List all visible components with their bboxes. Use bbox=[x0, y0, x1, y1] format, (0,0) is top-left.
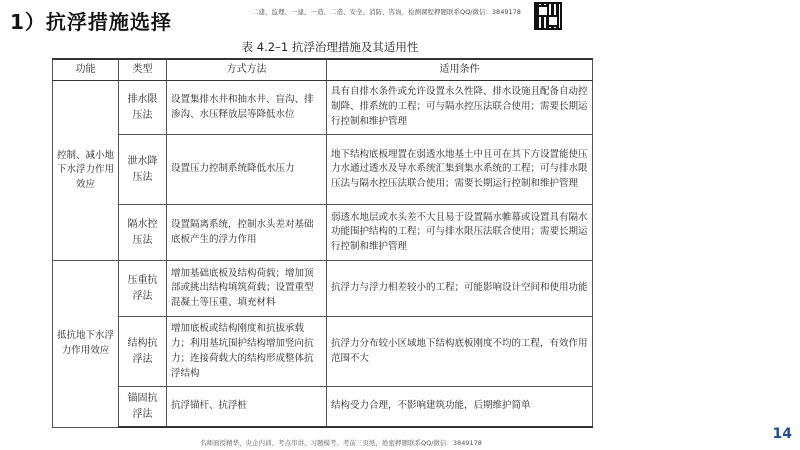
condition-cell: 具有自排水条件或允许设置永久性降、排水设施且配备自动控制降、排系统的工程；可与隔水控压法联合使用；需要长期运行控制和维护管理 bbox=[327, 81, 593, 135]
page-number: 14 bbox=[772, 426, 792, 442]
method-cell: 设置隔离系统，控制水头差对基础底板产生的浮力作用 bbox=[167, 205, 327, 261]
type-cell: 泄水降压法 bbox=[119, 135, 167, 205]
type-cell: 压重抗浮法 bbox=[119, 261, 167, 317]
footer-contact-note: 名师面授精华、央企内训、考点串讲、习题模考、考前三页纸，绝密押题联系QQ/微信：3849178 bbox=[200, 439, 482, 447]
table-row bbox=[53, 81, 593, 135]
method-cell: 设置集排水井和抽水井、盲沟、排渗沟、水压释放层等降低水位 bbox=[167, 81, 327, 135]
anti-floating-measures-table bbox=[52, 58, 593, 428]
condition-cell: 抗浮力与浮力相差较小的工程；可能影响设计空间和使用功能 bbox=[327, 261, 593, 317]
method-cell: 设置压力控制系统降低水压力 bbox=[167, 135, 327, 205]
table-row bbox=[53, 135, 593, 205]
slide-title: 1）抗浮措施选择 bbox=[10, 10, 172, 34]
condition-cell: 结构受力合理，不影响建筑功能，后期维护简单 bbox=[327, 387, 593, 427]
type-cell: 结构抗浮法 bbox=[119, 317, 167, 387]
method-cell: 增加基础底板及结构荷载；增加顶部或挑出结构填筑荷载；设置重型混凝土等压重、填充材料 bbox=[167, 261, 327, 317]
column-header-type: 类型 bbox=[119, 59, 167, 81]
table-header-row bbox=[53, 59, 593, 81]
type-cell: 排水限压法 bbox=[119, 81, 167, 135]
condition-cell: 抗浮力分布较小区域地下结构底板刚度不均的工程，有效作用范围不大 bbox=[327, 317, 593, 387]
table-row bbox=[53, 205, 593, 261]
measures-table-container bbox=[52, 58, 592, 438]
type-cell: 隔水控压法 bbox=[119, 205, 167, 261]
table-caption: 表 4.2–1 抗浮治理措施及其适用性 bbox=[241, 40, 419, 54]
function-cell: 控制、减小地下水浮力作用效应 bbox=[53, 81, 119, 261]
column-header-method: 方式方法 bbox=[167, 59, 327, 81]
function-cell: 抵抗地下水浮力作用效应 bbox=[53, 261, 119, 427]
condition-cell: 弱透水地层或水头差不大且易于设置隔水帷幕或设置具有隔水功能围护结构的工程；可与排水限压法联合使用；需要长期运行控制和维护管理 bbox=[327, 205, 593, 261]
table-row bbox=[53, 261, 593, 317]
method-cell: 增加底板或结构刚度和抗拔承载力；利用基坑围护结构增加竖向抗力；连接荷载大的结构形成整体抗浮结构 bbox=[167, 317, 327, 387]
column-header-function: 功能 bbox=[53, 59, 119, 81]
condition-cell: 地下结构底板埋置在弱透水地基土中且可在其下方设置能使压力水通过透水及导水系统汇集到集水系统的工程；可与排水限压法与隔水控压法联合使用；需要长期运行控制和维护管理 bbox=[327, 135, 593, 205]
type-cell: 锚固抗浮法 bbox=[119, 387, 167, 427]
contact-banner: 二建、监理、一建、一造、二造、安全、消防、咨询、检测课程押题联系QQ/微信：3849178 bbox=[252, 8, 521, 16]
column-header-condition: 适用条件 bbox=[327, 59, 593, 81]
qr-code-icon bbox=[534, 2, 562, 30]
table-row bbox=[53, 387, 593, 427]
method-cell: 抗浮锚杆、抗浮桩 bbox=[167, 387, 327, 427]
table-row bbox=[53, 317, 593, 387]
